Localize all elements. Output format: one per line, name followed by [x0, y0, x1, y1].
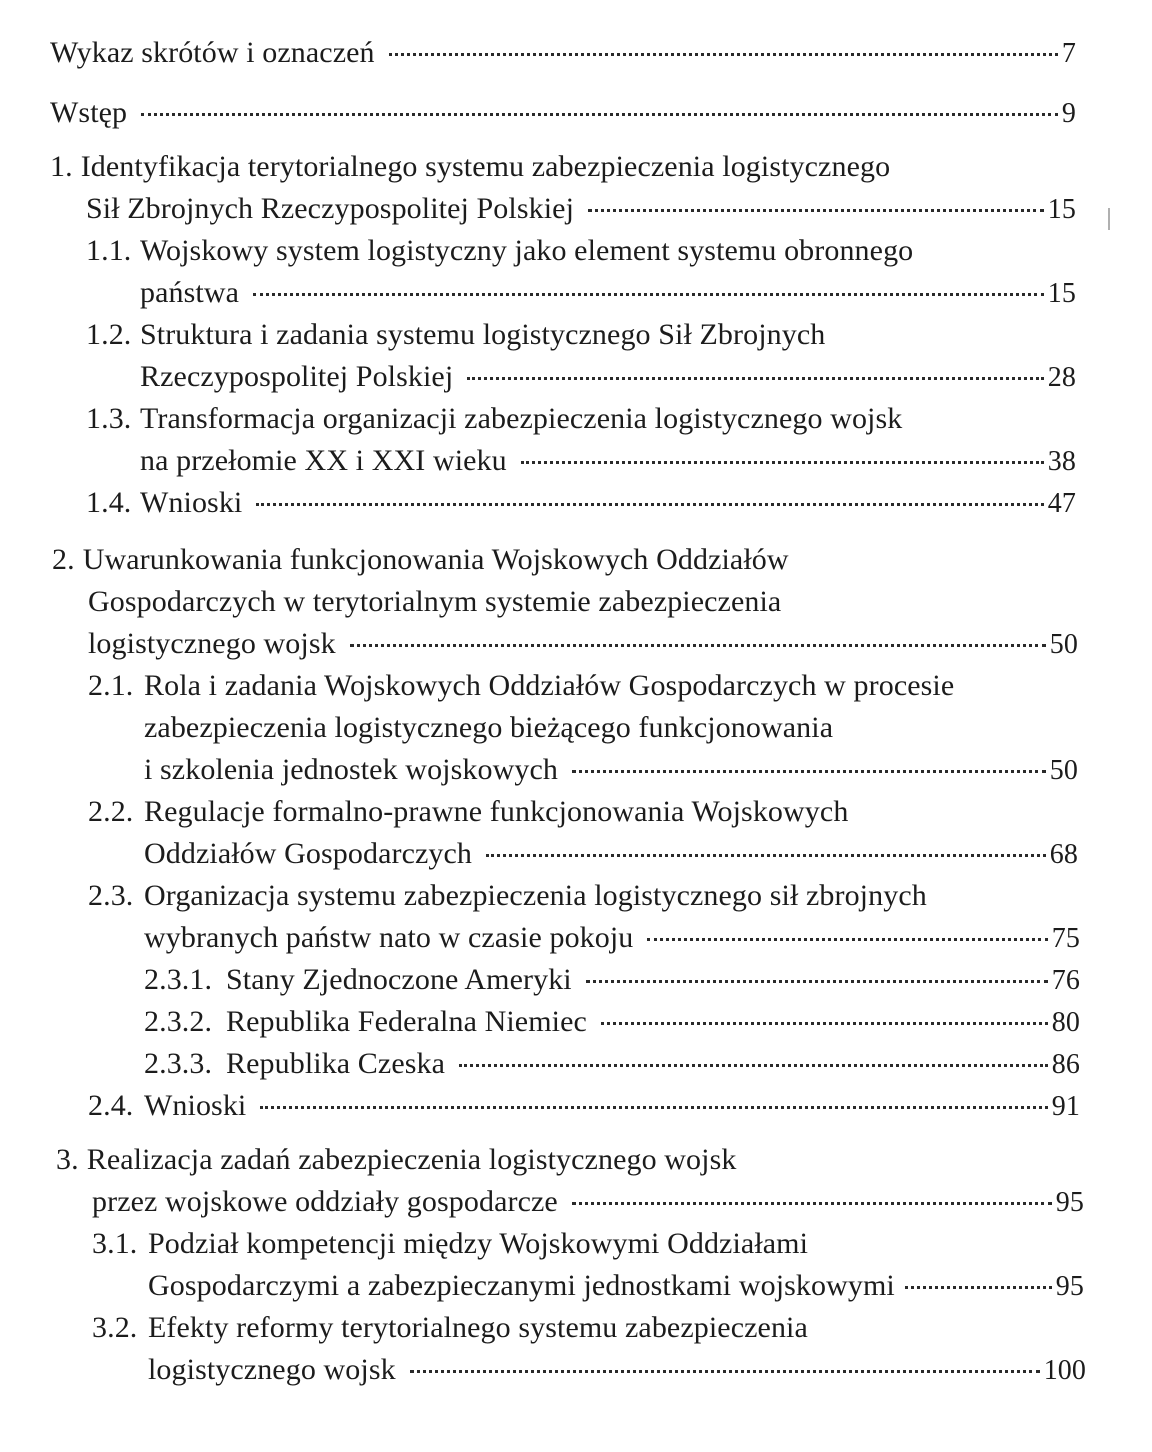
toc-section-2-1-line-2[interactable]: [144, 711, 833, 745]
toc-section-3-2-line-1[interactable]: [92, 1311, 808, 1345]
section-number: 3.1.: [92, 1227, 138, 1260]
chapter-title: Identyfikacja terytorialnego systemu zabezpieczenia logistycznego: [80, 150, 891, 183]
toc-section-1-3-line-2[interactable]: [140, 444, 1076, 479]
section-number: 1.3.: [86, 402, 132, 435]
dot-leader: [389, 53, 1058, 56]
dot-leader: [572, 1202, 1052, 1205]
toc-entry-label: Wstęp: [50, 96, 128, 129]
dot-leader: [350, 644, 1046, 647]
section-title: zabezpieczenia logistycznego bieżącego funkcjonowania: [144, 711, 834, 744]
dot-leader: [467, 377, 1044, 380]
subsection-number: 2.3.3.: [144, 1047, 213, 1080]
section-title: logistycznego wojsk: [148, 1353, 396, 1386]
page-number: 95: [1055, 1271, 1084, 1302]
chapter-title: przez wojskowe oddziały gospodarcze: [92, 1185, 558, 1218]
toc-entry-label: Wykaz skrótów i oznaczeń: [50, 36, 375, 69]
dot-leader: [647, 938, 1047, 941]
subsection-title: Stany Zjednoczone Ameryki: [226, 963, 572, 996]
chapter-title: Uwarunkowania funkcjonowania Wojskowych Oddziałów: [82, 543, 789, 576]
page-number: 100: [1043, 1355, 1086, 1386]
section-title: Rola i zadania Wojskowych Oddziałów Gospodarczych w procesie: [144, 669, 955, 702]
page-number: 86: [1051, 1049, 1080, 1080]
page-number: 38: [1047, 446, 1076, 477]
toc-subsection-2-3-1[interactable]: [144, 963, 1080, 998]
toc-chapter-3-title-line-2[interactable]: [92, 1185, 1084, 1220]
chapter-number: 3.: [56, 1143, 79, 1176]
section-number: 1.4.: [86, 486, 132, 519]
toc-section-2-1-line-3[interactable]: [144, 753, 1078, 788]
toc-chapter-2-title-line-1[interactable]: [52, 543, 789, 577]
dot-leader: [588, 209, 1044, 212]
section-title: Regulacje formalno-prawne funkcjonowania Wojskowych: [144, 795, 849, 828]
chapter-title: Gospodarczych w terytorialnym systemie zabezpieczenia: [88, 585, 782, 618]
toc-section-3-2-line-2[interactable]: [148, 1353, 1086, 1388]
section-number: 2.1.: [88, 669, 134, 702]
section-title: Wnioski: [140, 486, 243, 519]
page-number: 95: [1055, 1187, 1084, 1218]
section-number: 3.2.: [92, 1311, 138, 1344]
page-number: 80: [1051, 1007, 1080, 1038]
page-number: 50: [1049, 755, 1078, 786]
subsection-number: 2.3.1.: [144, 963, 213, 996]
toc-section-1-1-line-2[interactable]: [140, 276, 1076, 311]
page-number: 15: [1047, 278, 1076, 309]
section-title: na przełomie XX i XXI wieku: [140, 444, 507, 477]
toc-chapter-2-title-line-2[interactable]: [88, 585, 781, 619]
section-title: państwa: [140, 276, 240, 309]
chapter-title: Sił Zbrojnych Rzeczypospolitej Polskiej: [86, 192, 575, 225]
page-number: 91: [1051, 1091, 1080, 1122]
dot-leader: [601, 1022, 1048, 1025]
dot-leader: [586, 980, 1048, 983]
toc-section-1-2-line-2[interactable]: [140, 360, 1076, 395]
toc-chapter-2-title-line-3[interactable]: [88, 627, 1078, 662]
toc-entry-introduction[interactable]: [50, 96, 1076, 131]
section-number: 2.3.: [88, 879, 134, 912]
dot-leader: [486, 854, 1046, 857]
dot-leader: [253, 293, 1044, 296]
chapter-title: logistycznego wojsk: [88, 627, 336, 660]
subsection-number: 2.3.2.: [144, 1005, 213, 1038]
page-number: 28: [1047, 362, 1076, 393]
page-number: 15: [1047, 194, 1076, 225]
section-number: 1.2.: [86, 318, 132, 351]
toc-section-2-3-line-1[interactable]: [88, 879, 927, 913]
section-title: Podział kompetencji między Wojskowymi Oddziałami: [148, 1227, 809, 1260]
toc-section-1-4[interactable]: [86, 486, 1076, 521]
section-title: Struktura i zadania systemu logistycznego Sił Zbrojnych: [140, 318, 826, 351]
section-title: Rzeczypospolitej Polskiej: [140, 360, 454, 393]
dot-leader: [141, 113, 1058, 116]
toc-section-3-1-line-2[interactable]: [148, 1269, 1084, 1304]
dot-leader: [572, 770, 1046, 773]
section-number: 1.1.: [86, 234, 132, 267]
section-title: Organizacja systemu zabezpieczenia logistycznego sił zbrojnych: [144, 879, 927, 912]
dot-leader: [521, 461, 1044, 464]
toc-section-1-1-line-1[interactable]: [86, 234, 913, 268]
section-title: i szkolenia jednostek wojskowych: [144, 753, 558, 786]
section-number: 2.4.: [88, 1089, 134, 1122]
page-number: 76: [1051, 965, 1080, 996]
chapter-number: 2.: [52, 543, 75, 576]
toc-section-2-1-line-1[interactable]: [88, 669, 954, 703]
section-title: Transformacja organizacji zabezpieczenia logistycznego wojsk: [140, 402, 903, 435]
toc-subsection-2-3-3[interactable]: [144, 1047, 1080, 1082]
scan-mark: [1108, 208, 1110, 230]
toc-section-1-2-line-1[interactable]: [86, 318, 825, 352]
dot-leader: [256, 503, 1043, 506]
toc-chapter-1-title-line-1[interactable]: [50, 150, 890, 184]
toc-section-2-2-line-2[interactable]: [144, 837, 1078, 872]
section-title: Oddziałów Gospodarczych: [144, 837, 473, 870]
page-number: 7: [1061, 38, 1076, 69]
section-number: 2.2.: [88, 795, 134, 828]
section-title: wybranych państw nato w czasie pokoju: [144, 921, 634, 954]
page-number: 9: [1061, 98, 1076, 129]
toc-entry-abbreviations[interactable]: [50, 36, 1076, 71]
subsection-title: Republika Federalna Niemiec: [226, 1005, 587, 1038]
toc-chapter-3-title-line-1[interactable]: [56, 1143, 736, 1177]
toc-section-2-2-line-1[interactable]: [88, 795, 848, 829]
toc-chapter-1-title-line-2[interactable]: [86, 192, 1076, 227]
section-title: Wojskowy system logistyczny jako element systemu obronnego: [140, 234, 914, 267]
dot-leader: [410, 1370, 1040, 1373]
page-number: 75: [1051, 923, 1080, 954]
toc-section-2-3-line-2[interactable]: [144, 921, 1080, 956]
section-title: Gospodarczymi a zabezpieczanymi jednostkami wojskowymi: [148, 1269, 895, 1302]
dot-leader: [459, 1064, 1048, 1067]
page-number: 47: [1047, 488, 1076, 519]
section-title: Wnioski: [144, 1089, 247, 1122]
dot-leader: [260, 1106, 1047, 1109]
toc-section-2-4[interactable]: [88, 1089, 1080, 1124]
subsection-title: Republika Czeska: [226, 1047, 446, 1080]
chapter-number: 1.: [50, 150, 73, 183]
toc-subsection-2-3-2[interactable]: [144, 1005, 1080, 1040]
section-title: Efekty reformy terytorialnego systemu zabezpieczenia: [148, 1311, 808, 1344]
toc-section-3-1-line-1[interactable]: [92, 1227, 808, 1261]
page-number: 50: [1049, 629, 1078, 660]
toc-section-1-3-line-1[interactable]: [86, 402, 902, 436]
page-number: 68: [1049, 839, 1078, 870]
dot-leader: [905, 1286, 1052, 1289]
chapter-title: Realizacja zadań zabezpieczenia logistycznego wojsk: [86, 1143, 737, 1176]
